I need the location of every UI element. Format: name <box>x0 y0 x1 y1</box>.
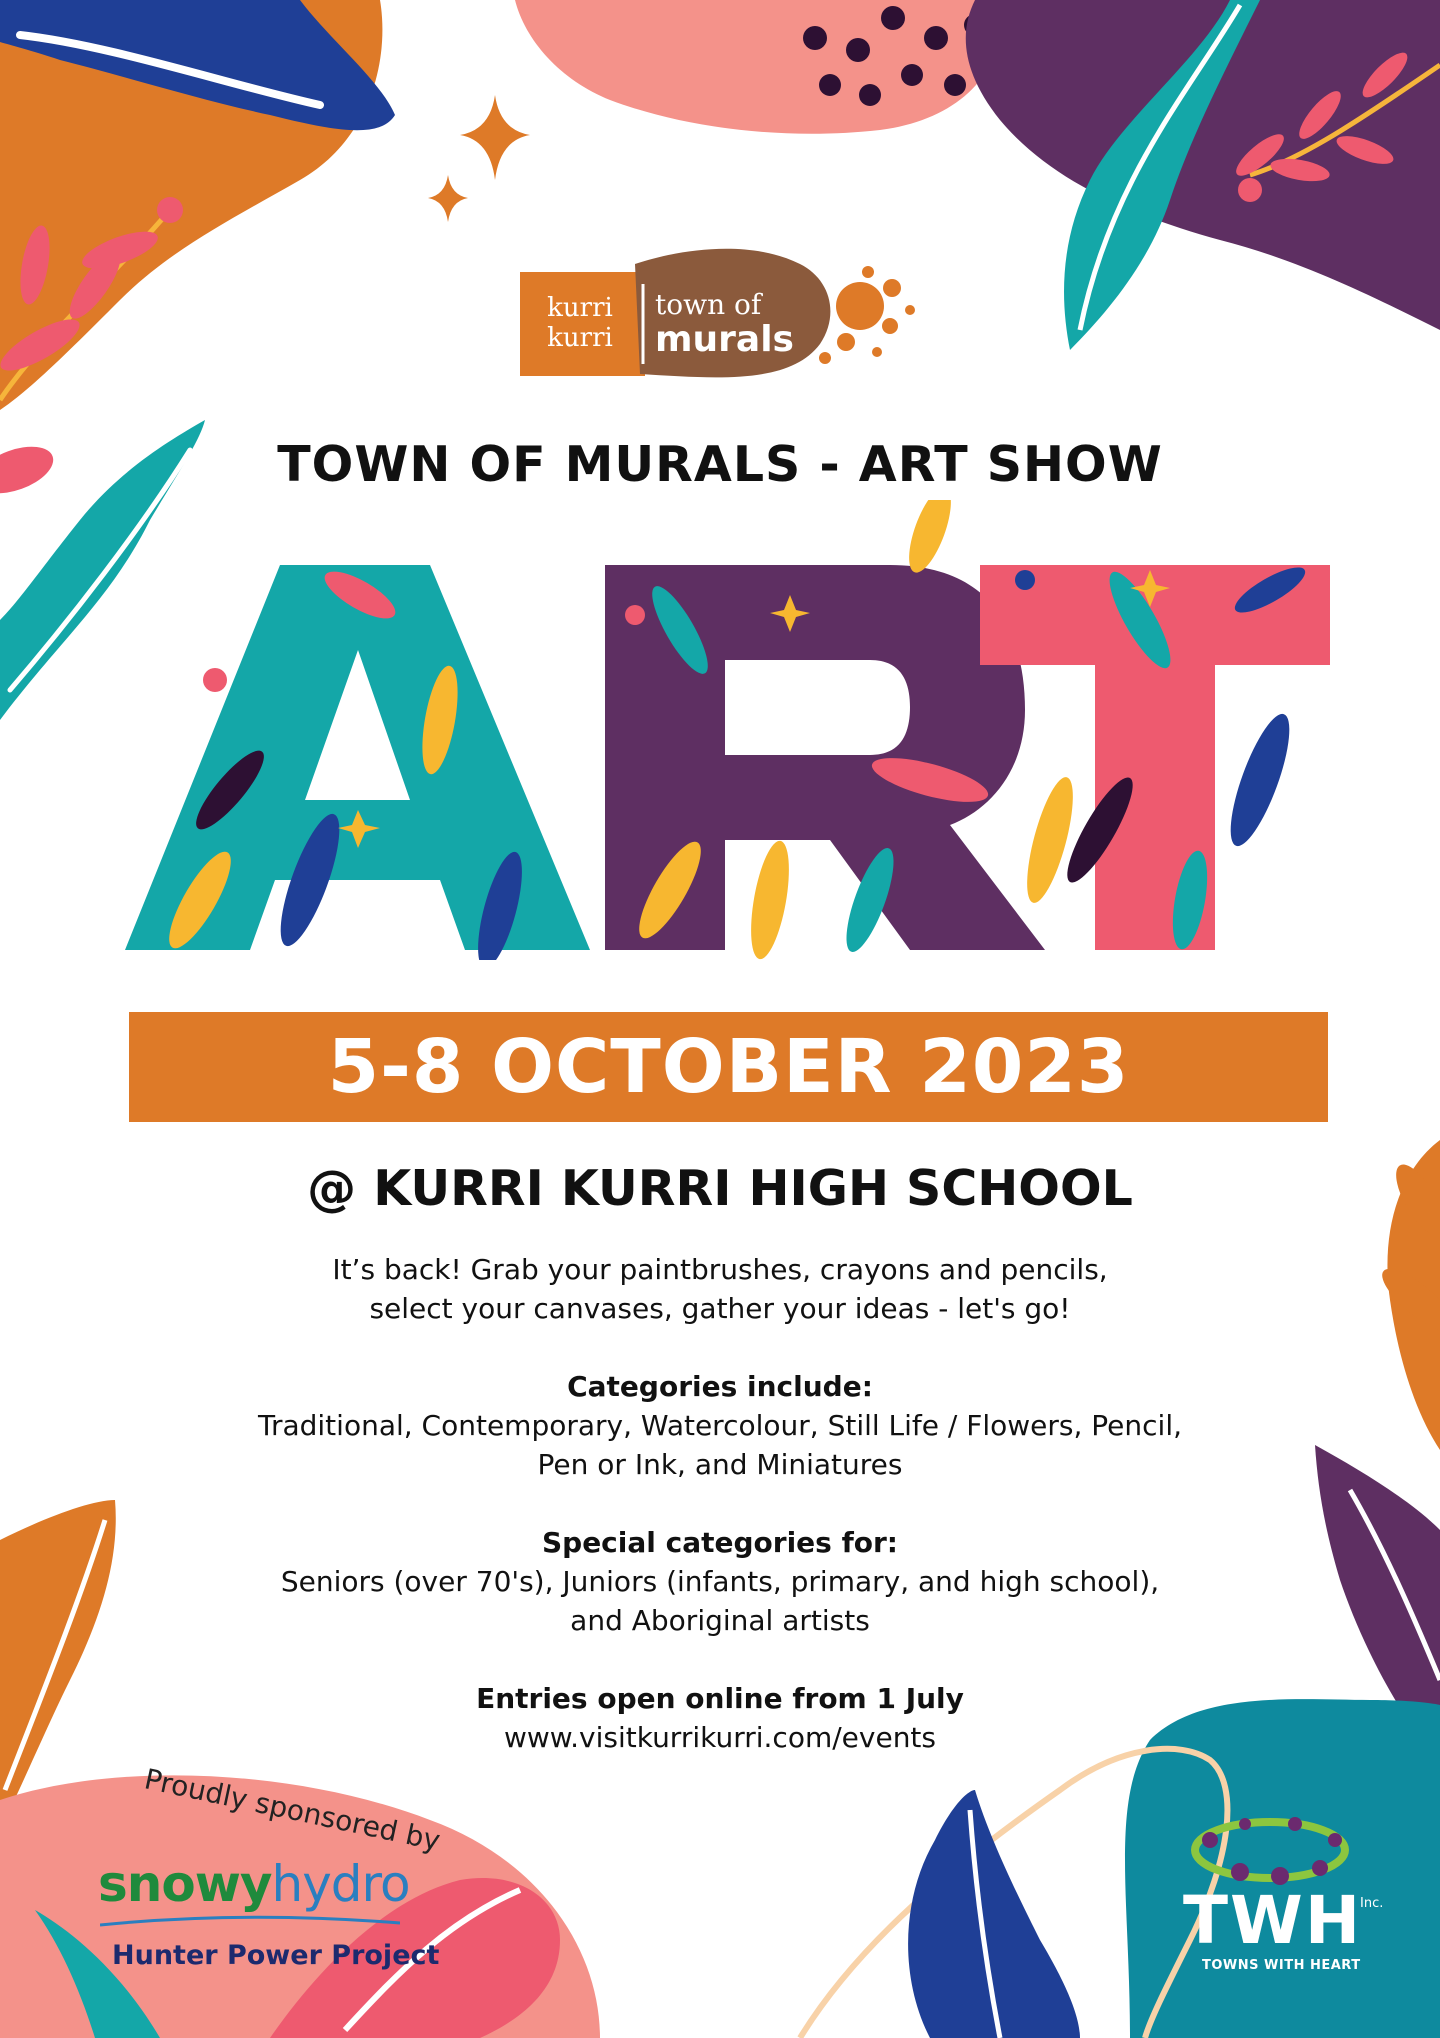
art-hero-letters <box>110 500 1340 960</box>
intro-text <box>0 1250 1440 1328</box>
town-of-murals-logo <box>520 244 930 394</box>
logo-kurri-text-1: kurri <box>547 293 613 323</box>
twh-logo-ring <box>1185 1810 1355 1890</box>
special-categories-line-1: Seniors (over 70's), Juniors (infants, primary, and high school), <box>280 1565 1160 1598</box>
logo-murals-text: murals <box>655 319 794 360</box>
twh-logo-letters: TWH <box>1183 1882 1363 1959</box>
snowy-hydro-logo <box>98 1855 410 1913</box>
intro-line-2: select your canvases, gather your ideas - let's go! <box>369 1292 1071 1325</box>
twh-inc-label: Inc. <box>1360 1896 1384 1911</box>
events-url-link[interactable]: www.visitkurrikurri.com/events <box>503 1721 937 1754</box>
logo-kurri-text-2: kurri <box>547 323 613 353</box>
snowy-hydro-part-1: snowy <box>98 1855 272 1913</box>
categories-list <box>0 1406 1440 1484</box>
hunter-power-project-text: Hunter Power Project <box>112 1940 440 1971</box>
twh-full-name: TOWNS WITH HEART <box>1202 1958 1361 1973</box>
logo-town-of-text: town of <box>655 288 762 321</box>
snowy-hydro-part-2: hydro <box>271 1855 410 1913</box>
entries-heading: Entries open online from 1 July <box>476 1682 964 1715</box>
categories-line-2: Pen or Ink, and Miniatures <box>537 1448 903 1481</box>
special-categories-line-2: and Aboriginal artists <box>570 1604 870 1637</box>
categories-heading: Categories include: <box>567 1370 873 1403</box>
intro-line-1: It’s back! Grab your paintbrushes, crayons and pencils, <box>332 1253 1108 1286</box>
special-categories-heading: Special categories for: <box>541 1526 898 1559</box>
special-categories-list <box>0 1562 1440 1640</box>
sponsored-by-label: Proudly sponsored by <box>141 1762 444 1858</box>
categories-line-1: Traditional, Contemporary, Watercolour, Still Life / Flowers, Pencil, <box>257 1409 1183 1442</box>
venue-heading: @ KURRI KURRI HIGH SCHOOL <box>307 1160 1133 1217</box>
date-banner: 5-8 OCTOBER 2023 <box>129 1012 1328 1122</box>
show-subtitle: TOWN OF MURALS - ART SHOW <box>277 436 1163 493</box>
snowy-hydro-swoosh <box>100 1913 400 1929</box>
